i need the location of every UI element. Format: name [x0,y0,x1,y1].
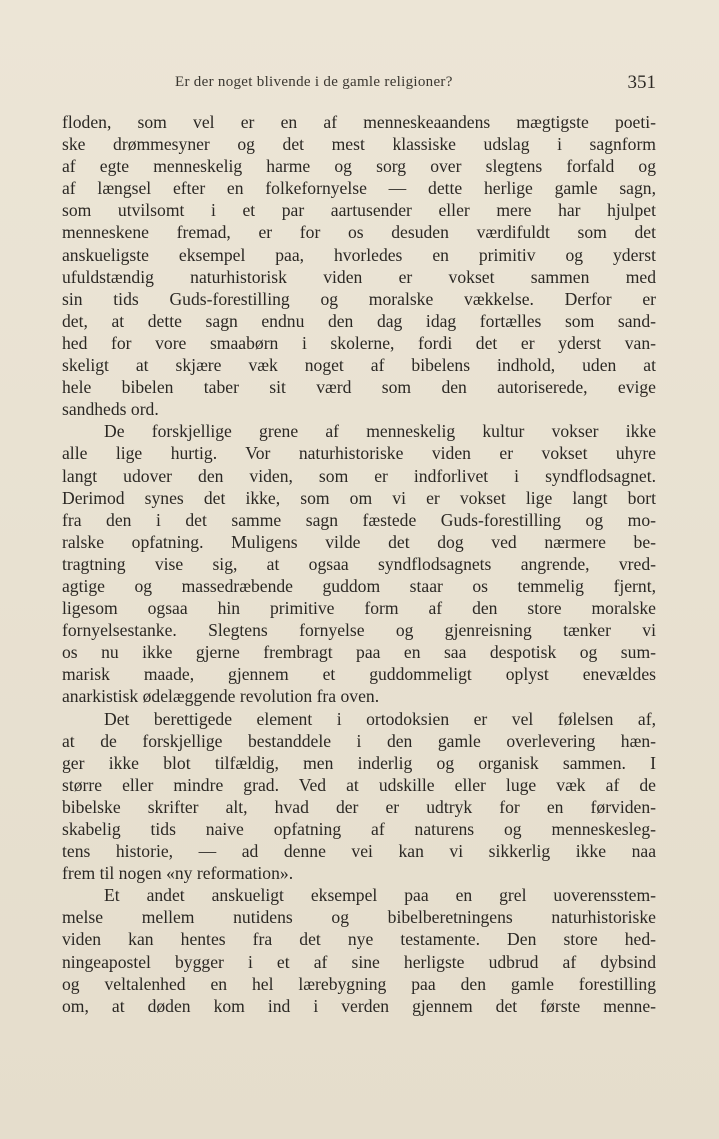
text-line: at de forskjellige bestanddele i den gamle overlevering hæn- [62,730,656,751]
text-line: større eller mindre grad. Ved at udskille eller luge væk af de [62,774,656,795]
text-line: skeligt at skjære væk noget af bibelens indhold, uden at [62,355,656,376]
text-line: floden, som vel er en af menneskeaandens mægtigste poeti- [62,112,656,132]
text-line: anskueligste eksempel paa, hvorledes en primitiv og yderst [62,244,656,265]
text-line: ufuldstændig naturhistorisk viden er vokset sammen med [62,266,656,287]
text-line: Det berettigede element i ortodoksien er vel følelsen af, [104,708,656,729]
text-line: og veltalenhed en hel lærebygning paa den gamle forestilling [62,973,656,994]
body-text [62,111,656,1017]
page-number: 351 [627,72,656,93]
text-line: frem til nogen «ny reformation». [62,863,294,884]
text-line: tens historie, — ad denne vei kan vi sikkerlig ikke naa [62,841,656,862]
text-line: af egte menneskelig harme og sorg over slegtens forfald og [62,156,656,177]
text-line: hele bibelen taber sit værd som den autoriserede, evige [62,377,656,398]
text-line: alle lige hurtig. Vor naturhistoriske viden er vokset uhyre [62,443,656,464]
text-line: De forskjellige grene af menneskelig kultur vokser ikke [104,421,656,442]
text-line: ger ikke blot tilfældig, men inderlig og organisk sammen. I [62,752,656,773]
text-line: som utvilsomt i et par aartusender eller mere har hjulpet [62,200,656,221]
text-line: hed for vore smaabørn i skolerne, fordi det er yderst van- [62,332,656,353]
text-line: tragtning vise sig, at ogsaa syndflodsagnets angrende, vred- [62,553,656,574]
text-line: ralske opfatning. Muligens vilde det dog ved nærmere be- [62,531,656,552]
text-line: bibelske skrifter alt, hvad der er udtryk for en førviden- [62,796,656,817]
text-line: agtige og massedræbende guddom staar os temmelig fjernt, [62,575,656,596]
text-line: skabelig tids naive opfatning af naturens og menneskesleg- [62,819,656,839]
text-line: ligesom ogsaa hin primitive form af den store moralske [62,598,656,619]
text-line: af længsel efter en folkefornyelse — dette herlige gamle sagn, [62,178,656,199]
text-line: marisk maade, gjennem et guddommeligt oplyst enevældes [62,664,656,685]
text-line: viden kan hentes fra det nye testamente. Den store hed- [62,929,656,950]
page-header [62,74,656,98]
text-line: fornyelsestanke. Slegtens fornyelse og gjenreisning tænker vi [62,620,656,641]
text-line: langt udover den viden, som er indforlivet i syndflodsagnet. [62,465,656,486]
text-line: Et andet anskueligt eksempel paa en grel uoverensstem- [104,885,656,906]
text-line: melse mellem nutidens og bibelberetningens naturhistoriske [62,907,656,928]
text-line: menneskene fremad, er for os desuden værdifuldt som det [62,222,656,243]
running-title: Er der noget blivende i de gamle religioner? [175,74,453,90]
text-line: fra den i det samme sagn fæstede Guds-forestilling og mo- [62,509,656,530]
text-line: sandheds ord. [62,399,159,420]
text-line: ningeapostel bygger i et af sine herligste udbrud af dybsind [62,951,656,972]
text-line: sin tids Guds-forestilling og moralske vækkelse. Derfor er [62,288,656,309]
text-line: anarkistisk ødelæggende revolution fra oven. [62,686,380,707]
text-line: ske drømmesyner og det mest klassiske udslag i sagnform [62,134,656,155]
text-line: om, at døden kom ind i verden gjennem det første menne- [62,995,656,1016]
text-line: Derimod synes det ikke, som om vi er vokset lige langt bort [62,487,656,508]
text-line: det, at dette sagn endnu den dag idag fortælles som sand- [62,310,656,331]
text-line: os nu ikke gjerne frembragt paa en saa despotisk og sum- [62,642,656,663]
